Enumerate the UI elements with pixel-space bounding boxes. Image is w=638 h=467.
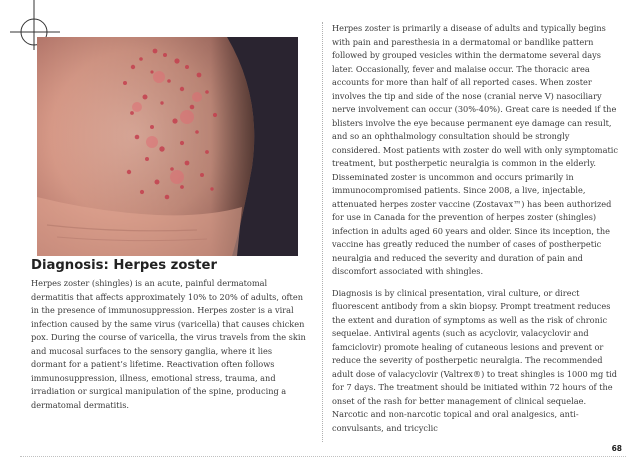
right-paragraph-2: Diagnosis is by clinical presentation, viral culture, or direct fluorescent antibody from a skin biopsy. Prompt treatment reduces the extent and duration of symptoms as well as the risk of chronic sequelae. Antiviral agents (such as acyclovir, valacyclovir and famciclovir) promote healing of cutaneous lesions and prevent or reduce the severity of postherpetic neuralgia. The recommended adult dose of valacyclovir (Valtrex®) to treat shingles is 1000 mg tid for 7 days. The treatment should be initiated within 72 hours of the onset of the rash for better management of clinical sequelae. Narcotic and non-narcotic topical and oral analgesics, anti-convulsants, and tricyclic bbox=[332, 287, 618, 433]
right-column bbox=[332, 22, 618, 443]
footer-rule bbox=[20, 456, 626, 457]
page-number: 68 bbox=[611, 444, 622, 453]
herpes-zoster-photo bbox=[37, 37, 298, 256]
skin-rash-image bbox=[37, 37, 298, 256]
figure-caption-title: Diagnosis: Herpes zoster bbox=[31, 258, 217, 273]
right-paragraph-1: Herpes zoster is primarily a disease of adults and typically begins with pain and paresthesia in a dermatomal or bandlike pattern followed by grouped vesicles within the dermatome several days later. Occasionally, fever and malaise occur. The thoracic area accounts for more than half of all reported cases. When zoster involves the tip and side of the nose (cranial nerve V) nasociliary nerve involvement can occur (30%-40%). Great care is needed if the blisters involve the eye because permanent eye damage can result, and so an ophthalmology consultation should be strongly considered. Most patients with zoster do well with only symptomatic treatment, but postherpetic neuralgia is common in the elderly. Disseminated zoster is uncommon and occurs primarily in immunocompromised patients. Since 2008, a live, injectable, attenuated herpes zoster vaccine (Zostavax™) has been authorized for use in Canada for the prevention of herpes zoster (shingles) infection in adults aged 60 years and older. Since its inception, the vaccine has greatly reduced the number of cases of postherpetic neuralgia and reduced the severity and duration of pain and discomfort associated with shingles. bbox=[332, 23, 618, 276]
left-paragraph: Herpes zoster (shingles) is an acute, painful dermatomal dermatitis that affects approximately 10% to 20% of adults, often in the presence of immunosuppression. Herpes zoster is a viral infection caused by the same virus (varicella) that causes chicken pox. During the course of varicella, the virus travels from the skin and mucosal surfaces to the sensory ganglia, where it lies dormant for a patient’s lifetime. Reactivation often follows immunosuppression, illness, emotional stress, trauma, and irradiation or surgical manipulation of the spine, producing a dermatomal dermatitis. bbox=[31, 278, 306, 410]
left-column bbox=[31, 258, 306, 412]
column-divider bbox=[322, 22, 323, 442]
